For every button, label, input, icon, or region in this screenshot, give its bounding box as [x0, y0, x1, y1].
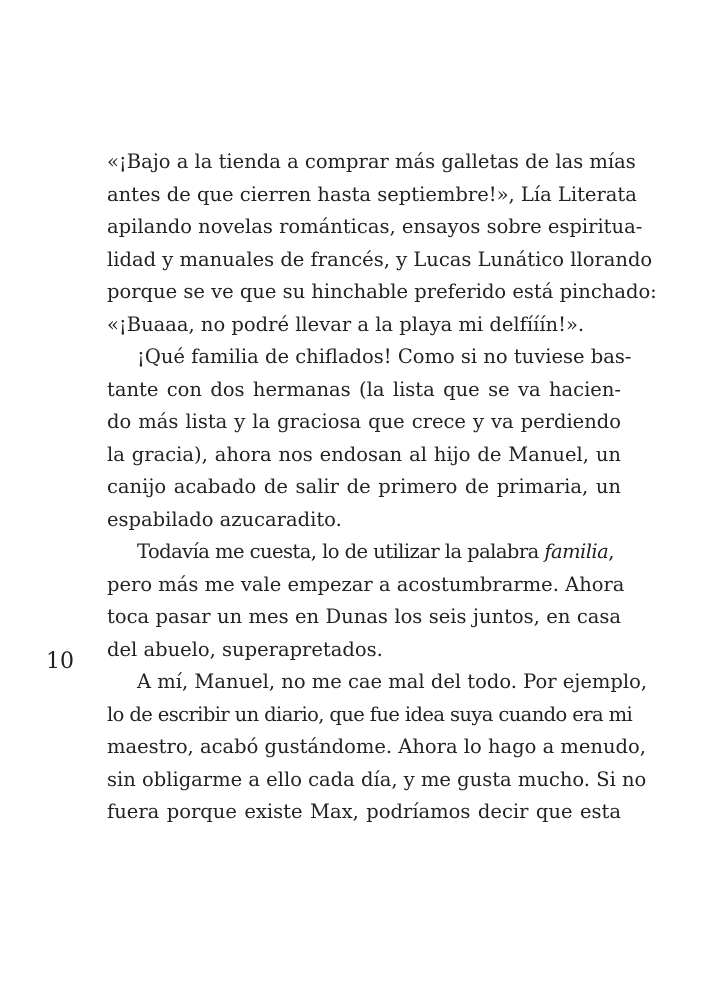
emphasis-word: familia: [544, 540, 609, 563]
text-line: lidad y manuales de francés, y Lucas Lunático llorando: [107, 247, 653, 271]
text-line: tante con dos hermanas (la lista que se va hacien-: [107, 377, 621, 401]
text-line: espabilado azucaradito.: [107, 507, 342, 531]
text-line: fuera porque existe Max, podríamos decir que esta: [107, 800, 621, 823]
text-line: A mí, Manuel, no me cae mal del todo. Por ejemplo,: [137, 670, 648, 693]
text-line: [107, 536, 621, 569]
page-number: 10: [46, 649, 74, 674]
text-line: lo de escribir un diario, que fue idea suya cuando era mi: [107, 702, 633, 726]
text-line: porque se ve que su hinchable preferido está pinchado:: [107, 280, 657, 303]
body-text: [107, 146, 657, 829]
text-line: do más lista y la graciosa que crece y va perdiendo: [107, 410, 621, 433]
text-segment: Todavía me cuesta, lo de utilizar la palabra: [137, 540, 545, 563]
text-line: maestro, acabó gustándome. Ahora lo hago a menudo,: [107, 735, 646, 758]
text-line: apilando novelas románticas, ensayos sobre espiritua-: [107, 215, 643, 238]
text-line: canijo acabado de salir de primero de primaria, un: [107, 475, 621, 498]
text-line: la gracia), ahora nos endosan al hijo de Manuel, un: [107, 442, 621, 466]
text-line: pero más me vale empezar a acostumbrarme. Ahora: [107, 572, 625, 596]
text-line: ¡Qué familia de chiflados! Como si no tuviese bas-: [137, 345, 632, 368]
text-segment: ,: [608, 540, 614, 563]
text-line: del abuelo, superapretados.: [107, 637, 383, 661]
text-line: «¡Bajo a la tienda a comprar más galletas de las mías: [107, 150, 636, 173]
text-line: toca pasar un mes en Dunas los seis juntos, en casa: [107, 605, 621, 628]
text-line: sin obligarme a ello cada día, y me gusta mucho. Si no: [107, 767, 647, 791]
text-line: antes de que cierren hasta septiembre!», Lía Literata: [107, 182, 637, 206]
text-line: «¡Buaaa, no podré llevar a la playa mi delfííín!».: [107, 312, 585, 336]
